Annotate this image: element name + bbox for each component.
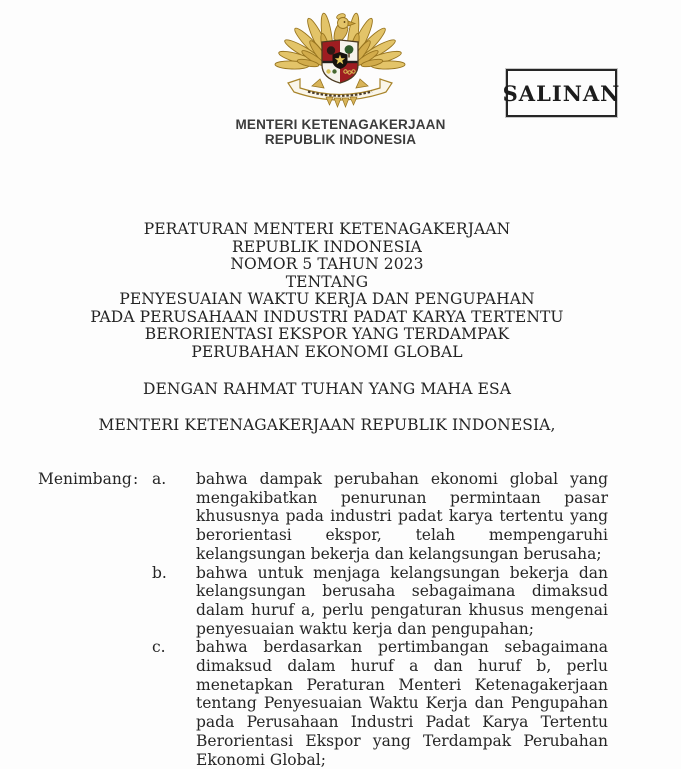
title-line: PADA PERUSAHAAN INDUSTRI PADAT KARYA TERTENTU: [90, 307, 564, 326]
title-line: PERUBAHAN EKONOMI GLOBAL: [191, 342, 463, 361]
title-line: BERORIENTASI EKSPOR YANG TERDAMPAK: [144, 325, 510, 343]
title-line: PERATURAN MENTERI KETENAGAKERJAAN: [143, 220, 511, 238]
considering-item-a: [152, 470, 608, 564]
item-text: bahwa untuk menjaga kelangsungan bekerja dan kelangsungan berusaha sebagaimana dimaksud dalam huruf a, perlu pengaturan khusus mengenai penyesuaian waktu kerja dan pengupahan;: [196, 563, 608, 638]
considering-separator: :: [133, 470, 139, 488]
issuer-line: MENTERI KETENAGAKERJAAN REPUBLIK INDONESIA,: [98, 416, 556, 434]
letterhead-ministry-line: MENTERI KETENAGAKERJAAN: [235, 117, 446, 132]
garuda-pancasila-emblem: [274, 8, 406, 108]
item-letter: c.: [152, 638, 166, 657]
letterhead-republic-line: REPUBLIK INDONESIA: [264, 132, 417, 147]
item-letter: a.: [152, 470, 167, 488]
considering-item-b: [152, 564, 608, 639]
considering-section: [38, 470, 608, 769]
letterhead: [0, 117, 681, 147]
considering-items: [152, 470, 608, 769]
item-text: bahwa dampak perubahan ekonomi global yang mengakibatkan penurunan permintaan pasar khususnya pada industri padat karya tertentu yang berorientasi ekspor, telah mempengaruhi kelangsungan bekerja dan kelangsungan berusaha;: [196, 470, 608, 563]
regulation-title: [12, 221, 642, 361]
salinan-stamp: SALINAN: [506, 69, 617, 117]
title-line: NOMOR 5 TAHUN 2023: [230, 255, 424, 273]
title-line: PENYESUAIAN WAKTU KERJA DAN PENGUPAHAN: [119, 290, 535, 308]
item-letter: b.: [152, 563, 167, 582]
title-line: TENTANG: [285, 272, 369, 291]
considering-label: Menimbang: [38, 470, 132, 488]
title-line: REPUBLIK INDONESIA: [232, 237, 422, 256]
item-text: bahwa berdasarkan pertimbangan sebagaimana dimaksud dalam huruf a dan huruf b, perlu menetapkan Peraturan Menteri Ketenagakerjaan tentang Penyesuaian Waktu Kerja dan Pengupahan pada Perusahaan Industri Padat Karya Tertentu Berorientasi Ekspor yang Terdampak Perubahan Ekonomi Global;: [196, 638, 608, 769]
invocation-line: DENGAN RAHMAT TUHAN YANG MAHA ESA: [142, 380, 512, 398]
considering-item-c: [152, 638, 608, 769]
